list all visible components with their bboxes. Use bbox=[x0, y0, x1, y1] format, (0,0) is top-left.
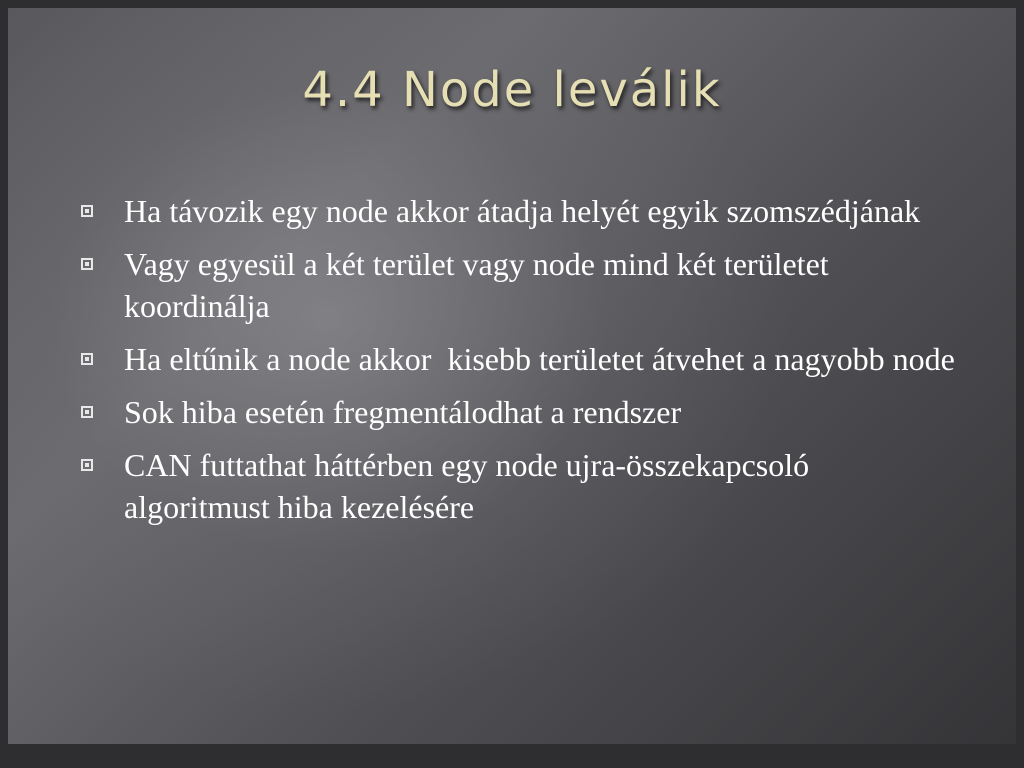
bullet-item bbox=[78, 338, 958, 380]
bullet-text: Vagy egyesül a két terület vagy node mind két területet koordinálja bbox=[124, 246, 829, 324]
square-bullet-icon bbox=[81, 258, 93, 270]
slide-title: 4.4 Node leválik bbox=[302, 62, 722, 118]
bullet-item bbox=[78, 391, 958, 433]
square-bullet-icon bbox=[81, 459, 93, 471]
bullet-item bbox=[78, 190, 958, 232]
square-bullet-icon bbox=[81, 406, 93, 418]
bullet-item bbox=[78, 243, 958, 327]
bullet-list bbox=[78, 190, 958, 539]
bullet-text: Ha eltűnik a node akkor kisebb területet átvehet a nagyobb node bbox=[124, 341, 955, 377]
bullet-item bbox=[78, 444, 958, 528]
bullet-text: Sok hiba esetén fregmentálodhat a rendszer bbox=[124, 394, 682, 430]
bullet-text: Ha távozik egy node akkor átadja helyét egyik szomszédjának bbox=[124, 193, 921, 229]
square-bullet-icon bbox=[81, 205, 93, 217]
bullet-text: CAN futtathat háttérben egy node ujra-összekapcsoló algoritmust hiba kezelésére bbox=[124, 447, 810, 525]
square-bullet-icon bbox=[81, 353, 93, 365]
